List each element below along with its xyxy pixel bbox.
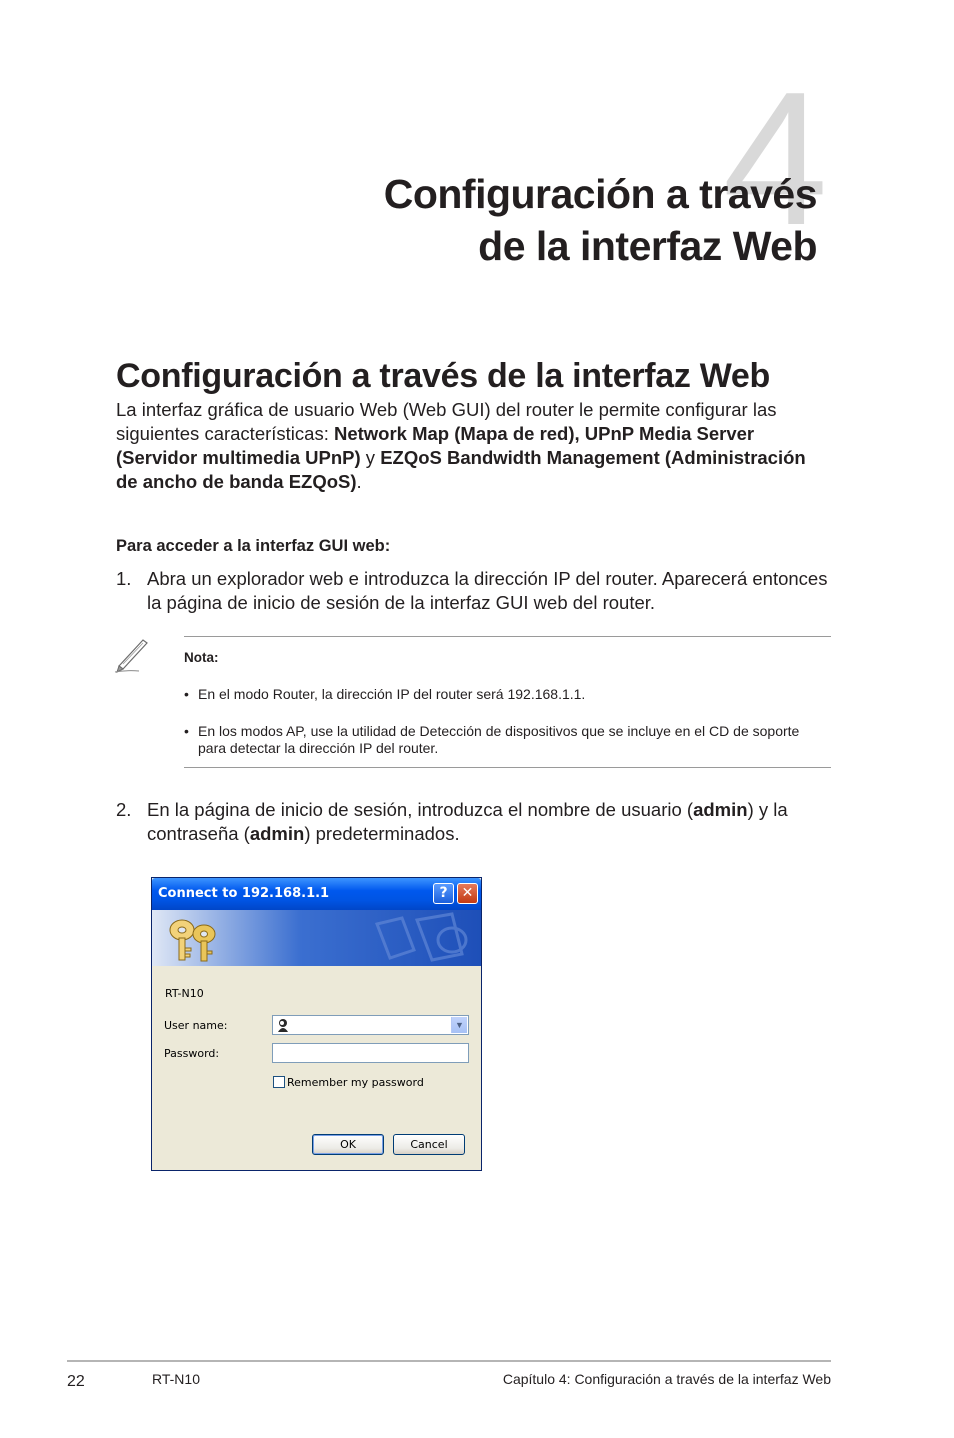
dialog-title: Connect to 192.168.1.1 xyxy=(158,886,330,901)
username-combobox[interactable] xyxy=(272,1015,469,1035)
intro-paragraph xyxy=(116,398,816,494)
user-icon xyxy=(276,1018,290,1033)
step-2-password: admin xyxy=(249,823,305,844)
note-bullet-text: En los modos AP, use la utilidad de Detección de dispositivos que se incluye en el CD de soporte para detectar la dirección IP del router. xyxy=(198,723,800,756)
step-1-number: 1. xyxy=(116,568,132,589)
footer-rule xyxy=(67,1360,831,1362)
note-bullet-2 xyxy=(184,723,824,759)
step-2-text xyxy=(147,798,837,846)
note-bullet-text: En el modo Router, la dirección IP del router será 192.168.1.1. xyxy=(198,686,586,702)
realm-label: RT-N10 xyxy=(165,987,204,1000)
dialog-banner xyxy=(152,910,481,966)
step-2-text-2: ) y la contraseña ( xyxy=(147,799,788,844)
step-2-text-3: ) predeterminados. xyxy=(304,823,460,844)
dialog-titlebar[interactable] xyxy=(152,878,481,910)
page-number: 22 xyxy=(67,1373,85,1390)
username-label: User name: xyxy=(164,1019,228,1032)
step-2-username: admin xyxy=(693,799,748,820)
remember-password-label[interactable]: Remember my password xyxy=(287,1076,424,1089)
procedure-heading: Para acceder a la interfaz GUI web: xyxy=(116,537,391,555)
bullet-marker: • xyxy=(184,723,189,739)
footer-chapter-title: Capítulo 4: Configuración a través de la interfaz Web xyxy=(502,1371,831,1387)
intro-text-3: . xyxy=(356,471,362,492)
step-1 xyxy=(116,567,831,617)
note-top-rule xyxy=(184,636,831,637)
bullet-marker: • xyxy=(184,686,189,702)
help-button[interactable]: ? xyxy=(433,883,454,904)
remember-password-checkbox[interactable] xyxy=(273,1076,285,1088)
cancel-button[interactable]: Cancel xyxy=(393,1134,465,1155)
password-input[interactable] xyxy=(272,1043,469,1063)
step-2-number: 2. xyxy=(116,799,132,820)
section-title: Configuración a través de la interfaz Web xyxy=(116,357,771,395)
login-dialog xyxy=(151,877,482,1171)
footer-model: RT-N10 xyxy=(152,1371,200,1387)
chapter-title xyxy=(217,168,817,272)
step-1-text: Abra un explorador web e introduzca la dirección IP del router. Aparecerá entonces la página de inicio de sesión de la interfaz GUI web del router. xyxy=(147,568,828,613)
note-bullet-1 xyxy=(184,686,824,704)
note-title: Nota: xyxy=(184,650,219,665)
dialog-body xyxy=(152,966,481,1170)
intro-bold-1: Network Map (Mapa de red), UPnP Media Server (Servidor multimedia UPnP) xyxy=(116,423,755,468)
pencil-note-icon xyxy=(113,634,153,674)
keys-banner-icon xyxy=(152,910,481,966)
step-2-text-1: En la página de inicio de sesión, introduzca el nombre de usuario ( xyxy=(147,799,694,820)
dropdown-arrow-icon[interactable]: ▼ xyxy=(451,1017,467,1033)
ok-button[interactable]: OK xyxy=(312,1134,384,1155)
step-2 xyxy=(116,798,831,848)
password-label: Password: xyxy=(164,1047,220,1060)
chapter-title-line1: Configuración a través xyxy=(383,171,817,217)
intro-text-2: y xyxy=(360,447,381,468)
close-button[interactable]: ✕ xyxy=(457,883,478,904)
chapter-title-line2: de la interfaz Web xyxy=(478,223,817,269)
note-bottom-rule xyxy=(184,767,831,768)
intro-bold-2: EZQoS Bandwidth Management (Administración de ancho de banda EZQoS) xyxy=(116,447,806,492)
intro-text-1: La interfaz gráfica de usuario Web (Web GUI) del router le permite configurar las siguientes características: xyxy=(116,399,777,444)
chapter-number: 4 xyxy=(722,53,824,265)
